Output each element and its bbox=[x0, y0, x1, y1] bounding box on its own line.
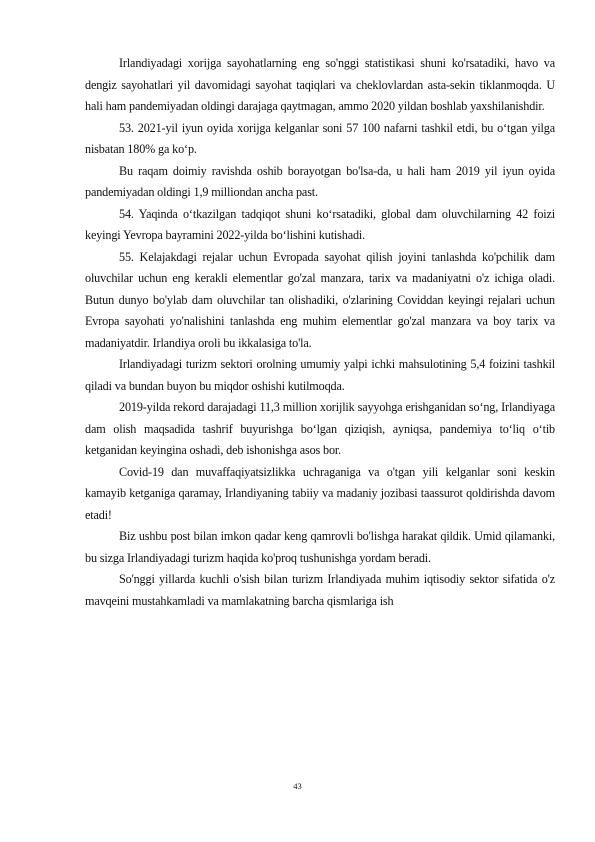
paragraph-record-2019: 2019-yilda rekord darajadagi 11,3 million xorijlik sayyohga erishganidan so‘ng, Irlandiyaga dam olish maqsadida tashrif buyurishga bo‘lgan qiziqish, ayniqsa, pandemiya to‘liq o‘tib ketganidan keyingina oshadi, deb ishonishga asos bor. bbox=[85, 400, 555, 457]
paragraph-economic-sector: So'nggi yillarda kuchli o'sish bilan turizm Irlandiyada muhim iqtisodiy sektor sifatida o'z mavqeini mustahkamladi va mamlakatning barcha qismlariga ish bbox=[85, 572, 555, 608]
paragraph-covid-impact: Covid-19 dan muvaffaqiyatsizlikka uchraganiga va o'tgan yili kelganlar soni keskin kamayib ketganiga qaramay, Irlandiyaning tabiiy va madaniy jozibasi taassurot qoldirishda davom etadi! bbox=[85, 464, 555, 522]
paragraph-gdp-share: Irlandiyadagi turizm sektori orolning umumiy yalpi ichki mahsulotining 5,4 foizini tashkil qiladi va bundan buyon bu miqdor oshishi kutilmoqda. bbox=[85, 357, 555, 393]
paragraph-item-55: 55. Kelajakdagi rejalar uchun Evropada sayohat qilish joyini tanlashda ko'pchilik dam oluvchilar uchun eng kerakli elementlar go'zal manzara, tarix va madaniyatni o'z ichiga oladi. Butun dunyo bo'ylab dam oluvchilar tan olishadiki, o'zlarining Coviddan keyingi rejalari uchun Evropa sayohati yo'nalishini tanlashda eng muhim elementlar go'zal manzara va boy tarix va madaniyatdir. Irlandiya oroli bu ikkalasiga to'la. bbox=[85, 249, 555, 350]
paragraph-item-53: 53. 2021-yil iyun oyida xorijga kelganlar soni 57 100 nafarni tashkil etdi, bu o‘tgan yilga nisbatan 180% ga ko‘p. bbox=[85, 120, 555, 156]
body-text bbox=[85, 53, 555, 612]
paragraph-item-54: 54. Yaqinda o‘tkazilgan tadqiqot shuni ko‘rsatadiki, global dam oluvchilarning 42 foizi keyingi Yevropa bayramini 2022-yilda bo‘lishini kutishadi. bbox=[85, 206, 555, 242]
paragraph-prepandemic-comparison: Bu raqam doimiy ravishda oshib borayotgan bo'lsa-da, u hali ham 2019 yil iyun oyida pandemiyadan oldingi 1,9 milliondan ancha past. bbox=[85, 163, 555, 199]
page-number: 43 bbox=[293, 781, 302, 791]
paragraph-statistics-intro: Irlandiyadagi xorijga sayohatlarning eng so'nggi statistikasi shuni ko'rsatadiki, havo va dengiz sayohatlari yil davomidagi sayohat taqiqlari va cheklovlardan asta-sekin tiklanmoqda. U hali ham pandemiyadan oldingi darajaga qaytmagan, ammo 2020 yildan boshlab yaxshilanishdir. bbox=[85, 56, 555, 113]
paragraph-closing-note: Biz ushbu post bilan imkon qadar keng qamrovli bo'lishga harakat qildik. Umid qilamanki, bu sizga Irlandiyadagi turizm haqida ko'proq tushunishga yordam beradi. bbox=[85, 529, 555, 565]
